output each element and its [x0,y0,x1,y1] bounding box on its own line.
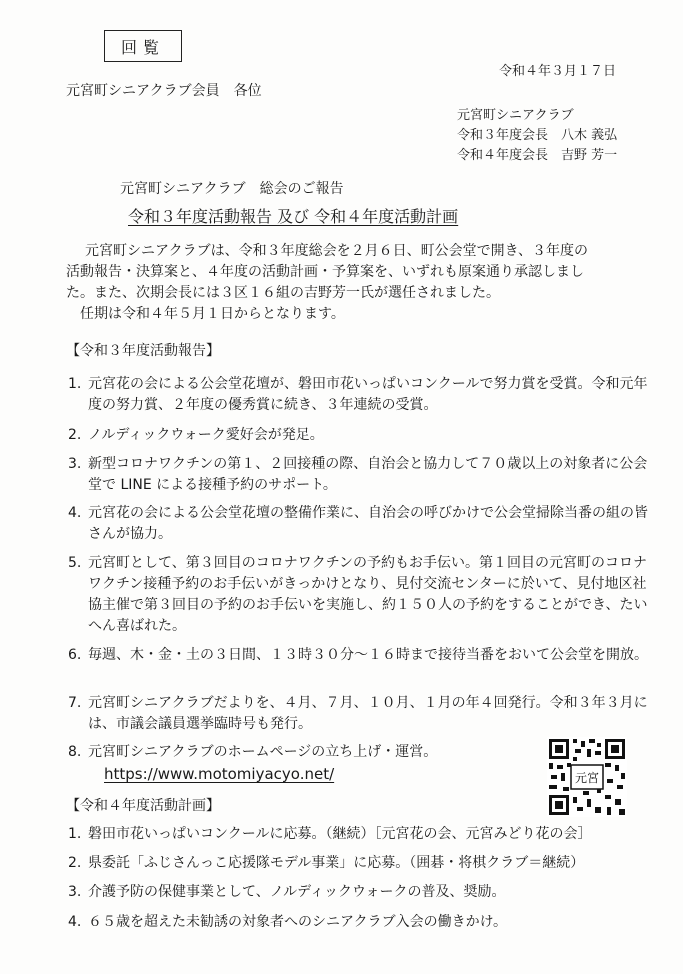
item-text: 県委託「ふじさんっこ応援隊モデル事業」に応募。（囲碁・将棋クラブ＝継続） [88,855,585,871]
item-text: 元宮町シニアクラブのホームページの立ち上げ・運営。 [88,744,438,760]
list-item [68,645,648,689]
item-text: 元宮花の会による公会堂花壇の整備作業に、自治会の呼びかけで公会堂掃除当番の組の皆さんが協力。 [88,505,648,542]
list-item [68,824,648,846]
homepage-link[interactable]: https://www.motomiyacyo.net/ [104,765,335,783]
list-item [68,693,648,737]
item-text: 毎週、木・金・土の３日間、１３時３０分～１６時まで接待当番をおいて公会堂を開放。 [88,647,648,663]
item-number: 2. [68,427,82,443]
item-number: 3. [68,456,82,472]
item-text: 磐田市花いっぱいコンクールに応募。（継続）［元宮花の会、元宮みどり花の会］ [88,826,592,842]
item-text: 元宮花の会による公会堂花壇が、磐田市花いっぱいコンクールで努力賞を受賞。令和元年度の努力賞、２年度の優秀賞に続き、３年連続の受賞。 [88,376,648,413]
item-number: 1. [68,376,82,392]
report-heading: 【令和３年度活動報告】 [66,343,220,359]
sender-org: 元宮町シニアクラブ [457,108,574,123]
plan-heading: 【令和４年度活動計画】 [66,798,220,814]
item-text: 介護予防の保健事業として、ノルディックウォークの普及、奨励。 [88,884,506,900]
item-text: ６５歳を超えた未勧誘の対象者へのシニアクラブ入会の働きかけ。 [88,914,508,930]
intro-line: 元宮町シニアクラブは、令和３年度総会を２月６日、町公会堂で開き、３年度の [85,243,589,259]
addressee: 元宮町シニアクラブ会員 各位 [66,83,262,99]
item-number: 5. [68,555,82,571]
list-item [68,912,648,934]
item-number: 1. [68,826,82,842]
item-number: 7. [68,695,82,711]
list-item [68,553,648,639]
item-text: 元宮町シニアクラブだよりを、４月、７月、１０月、１月の年４回発行。令和３年３月には、市議会議員選挙臨時号も発行。 [88,695,648,732]
intro-line: 活動報告・決算案と、４年度の活動計画・予算案を、いずれも原案通り承認しまし [66,264,584,280]
circulation-stamp: 回覧 [104,30,182,62]
item-number: 2. [68,855,82,871]
item-number: 4. [68,505,82,521]
report-subtitle: 令和３年度活動報告 及び 令和４年度活動計画 [128,207,459,226]
item-text: 新型コロナワクチンの第１、２回接種の際、自治会と協力して７０歳以上の対象者に公会堂で LINE による接種予約のサポート。 [88,456,648,493]
item-number: 3. [68,884,82,900]
item-number: 8. [68,744,82,760]
sender-president-r3: 令和３年度会長 八木 義弘 [457,128,618,143]
item-number: 6. [68,647,82,663]
item-text: 元宮町として、第３回目のコロナワクチンの予約もお手伝い。第１回目の元宮町のコロナワクチン接種予約のお手伝いがきっかけとなり、見付交流センターに於いて、見付地区社協主催で第３回目の予約のお手伝いを実施し、約１５０人の予約をすることができ、たいへん喜ばれた。 [88,555,648,634]
item-number: 4. [68,914,82,930]
qr-logo-text: 元宮 [574,771,600,785]
report-title: 元宮町シニアクラブ 総会のご報告 [120,181,344,197]
list-item [68,882,648,904]
list-item [68,853,648,875]
qr-code [547,737,627,817]
list-item [68,454,648,498]
intro-line: 任期は令和４年５月１日からとなります。 [80,306,345,322]
list-item [68,503,648,547]
item-text: ノルディックウォーク愛好会が発足。 [88,427,324,443]
intro-line: た。また、次期会長には３区１６組の吉野芳一氏が選任されました。 [66,285,500,301]
list-item [68,374,648,418]
list-item [68,425,648,447]
document-date: 令和４年３月１７日 [499,64,617,79]
sender-president-r4: 令和４年度会長 吉野 芳一 [457,148,618,163]
